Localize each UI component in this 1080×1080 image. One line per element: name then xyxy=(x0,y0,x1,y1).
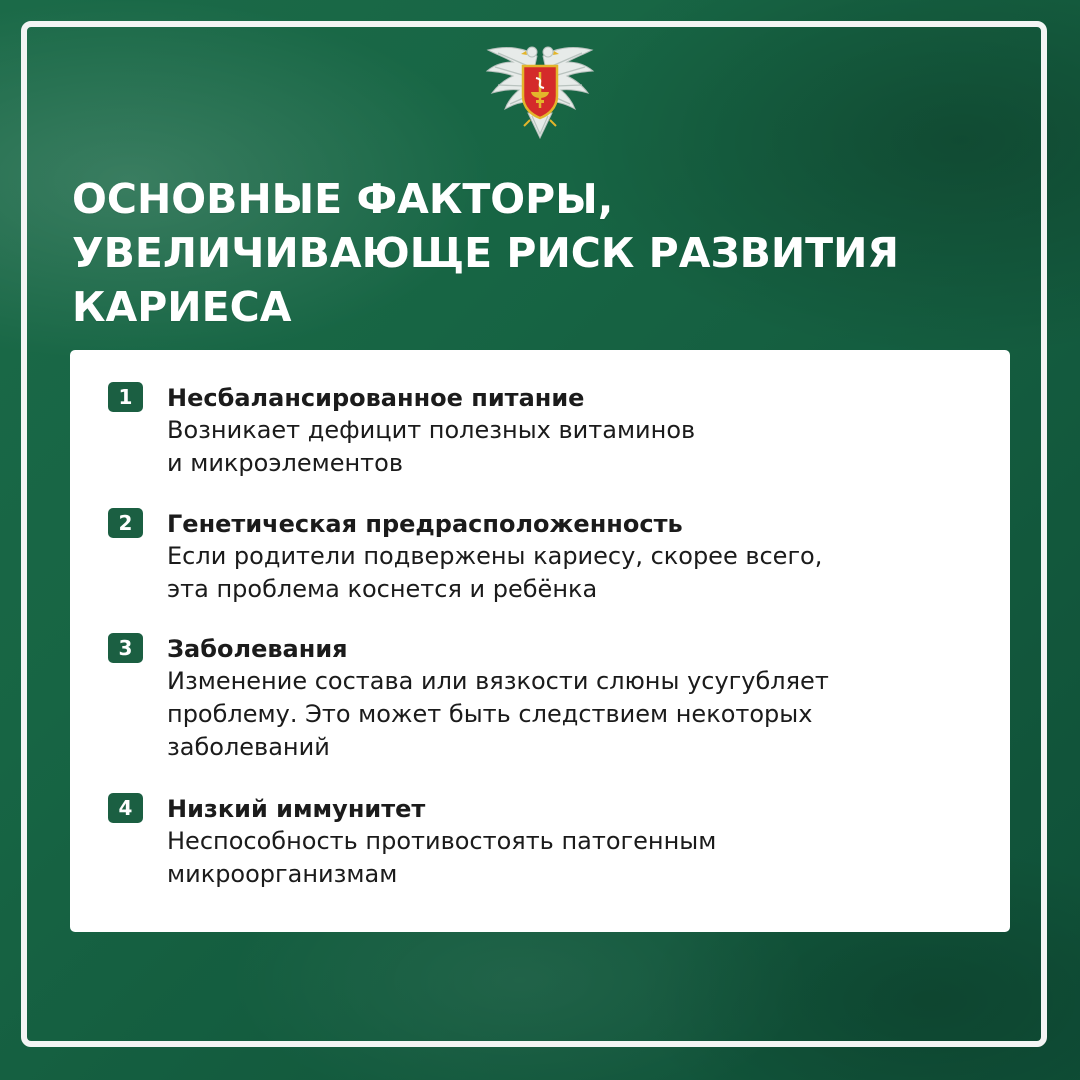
factor-description-line: эта проблема коснется и ребёнка xyxy=(167,575,598,603)
factor-text xyxy=(167,633,987,764)
factor-number: 3 xyxy=(108,633,143,663)
factor-number: 1 xyxy=(108,382,143,412)
title-line-2: УВЕЛИЧИВАЮЩЕ РИСК РАЗВИТИЯ xyxy=(72,229,899,277)
factor-description-line: микроорганизмам xyxy=(167,860,398,888)
emblem-icon xyxy=(480,38,600,143)
factor-description-line: и микроэлементов xyxy=(167,449,403,477)
factor-text xyxy=(167,793,987,891)
factor-description xyxy=(167,414,987,480)
factor-description-line: Если родители подвержены кариесу, скорее всего, xyxy=(167,542,823,570)
title-line-3: КАРИЕСА xyxy=(72,283,292,331)
factor-number: 2 xyxy=(108,508,143,538)
factor-description xyxy=(167,665,987,764)
factor-title: Генетическая предрасположенность xyxy=(167,510,683,538)
factor-title: Несбалансированное питание xyxy=(167,384,585,412)
factor-description-line: Неспособность противостоять патогенным xyxy=(167,827,717,855)
factor-text xyxy=(167,508,987,606)
factors-card xyxy=(70,350,1010,932)
factor-text xyxy=(167,382,987,480)
page-title xyxy=(72,172,1012,334)
factor-description xyxy=(167,825,987,891)
factor-description-line: Возникает дефицит полезных витаминов xyxy=(167,416,696,444)
factor-title: Заболевания xyxy=(167,635,348,663)
factor-title: Низкий иммунитет xyxy=(167,795,426,823)
title-line-1: ОСНОВНЫЕ ФАКТОРЫ, xyxy=(72,175,614,223)
factor-description-line: Изменение состава или вязкости слюны усугубляет xyxy=(167,667,829,695)
factor-description-line: проблему. Это может быть следствием некоторых xyxy=(167,700,813,728)
factor-number: 4 xyxy=(108,793,143,823)
factor-description xyxy=(167,540,987,606)
factor-description-line: заболеваний xyxy=(167,733,330,761)
